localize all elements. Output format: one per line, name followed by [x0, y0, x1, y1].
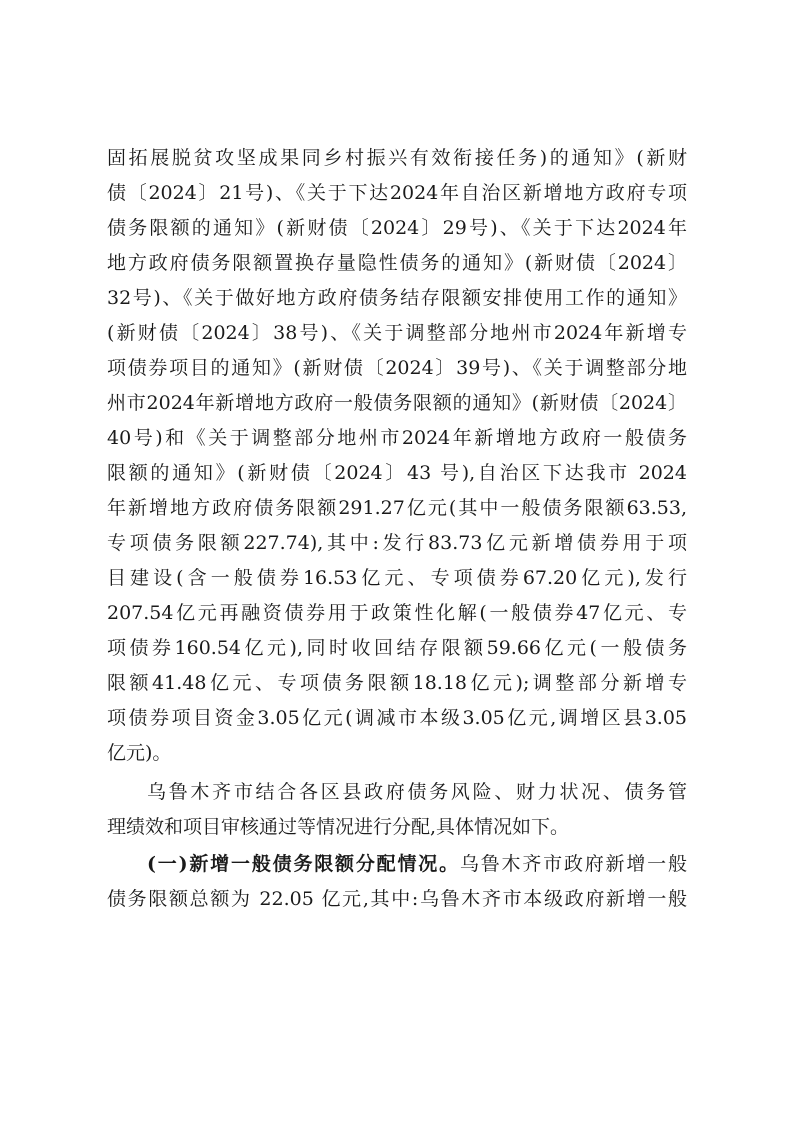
- paragraph-3-line: 债务限额总额为 22.05 亿元,其中:乌鲁木齐市本级政府新增一般: [107, 888, 687, 910]
- paragraph-1-line: 州市2024年新增地方政府一般债务限额的通知》(新财债〔2024〕: [107, 392, 687, 414]
- paragraph-1-line: (新财债〔2024〕38号)、《关于调整部分地州市2024年新增专: [107, 322, 687, 344]
- paragraph-2-line: 乌鲁木齐市结合各区县政府债务风险、财力状况、债务管: [147, 781, 687, 803]
- document-body: [107, 141, 687, 917]
- paragraph-1-line: 目建设(含一般债券16.53亿元、专项债券67.20亿元),发行: [107, 567, 687, 589]
- paragraph-1-line: 地方政府债务限额置换存量隐性债务的通知》(新财债〔2024〕: [107, 252, 687, 274]
- paragraph-2: [107, 775, 687, 845]
- section-heading: (一)新增一般债务限额分配情况。: [147, 853, 460, 875]
- paragraph-1-line: 限额41.48亿元、专项债务限额18.18亿元);调整部分新增专: [107, 672, 687, 694]
- paragraph-3-text: 乌鲁木齐市政府新增一般: [459, 853, 687, 875]
- paragraph-1-line: 限额的通知》(新财债〔2024〕43 号),自治区下达我市 2024: [107, 462, 687, 484]
- paragraph-1-line: 207.54亿元再融资债券用于政策性化解(一般债券47亿元、专: [107, 602, 687, 624]
- paragraph-1-line: 年新增地方政府债务限额291.27亿元(其中一般债务限额63.53,: [107, 497, 687, 519]
- paragraph-1: [107, 141, 687, 771]
- paragraph-1-line: 40号)和《关于调整部分地州市2024年新增地方政府一般债务: [107, 427, 687, 449]
- paragraph-2-line: 理绩效和项目审核通过等情况进行分配,具体情况如下。: [107, 816, 570, 838]
- paragraph-1-line: 专项债务限额227.74),其中:发行83.73亿元新增债券用于项: [107, 532, 687, 554]
- paragraph-3: [107, 847, 687, 917]
- paragraph-1-line: 债〔2024〕21号)、《关于下达2024年自治区新增地方政府专项: [107, 182, 687, 204]
- paragraph-1-line: 项债券项目的通知》(新财债〔2024〕39号)、《关于调整部分地: [107, 357, 687, 379]
- paragraph-1-line: 32号)、《关于做好地方政府债务结存限额安排使用工作的通知》: [107, 287, 687, 309]
- paragraph-1-line: 项债券160.54亿元),同时收回结存限额59.66亿元(一般债务: [107, 637, 687, 659]
- paragraph-1-line: 亿元)。: [107, 742, 172, 764]
- paragraph-3-line: [107, 847, 687, 882]
- paragraph-1-line: 债务限额的通知》(新财债〔2024〕29号)、《关于下达2024年: [107, 217, 687, 239]
- paragraph-1-line: 项债券项目资金3.05亿元(调减市本级3.05亿元,调增区县3.05: [107, 707, 687, 729]
- paragraph-1-line: 固拓展脱贫攻坚成果同乡村振兴有效衔接任务)的通知》(新财: [107, 147, 687, 169]
